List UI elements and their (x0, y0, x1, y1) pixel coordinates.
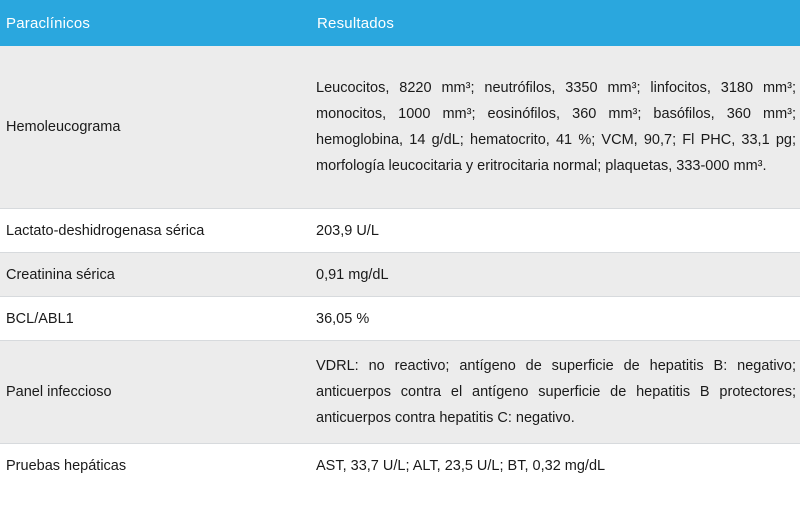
test-result: Leucocitos, 8220 mm³; neutrófilos, 3350 mm³; linfocitos, 3180 mm³; monocitos, 1000 mm³; eosinófilos, 360 mm³; basófilos, 360 mm³; hemoglobina, 14 g/dL; hematocrito, 41 %; VCM, 90,7; Fl PHC, 33,1 pg; morfología leucocitaria y eritrocitaria normal; plaquetas, 333-000 mm³. (300, 46, 800, 209)
test-result: VDRL: no reactivo; antígeno de superficie de hepatitis B: negativo; anticuerpos contra el antígeno superficie de hepatitis B protectores; anticuerpos contra hepatitis C: negativo. (300, 341, 800, 444)
test-name: Creatinina sérica (0, 253, 300, 297)
test-name: Hemoleucograma (0, 46, 300, 209)
test-result: 0,91 mg/dL (300, 253, 800, 297)
table-row (0, 341, 800, 444)
test-name: Lactato-deshidrogenasa sérica (0, 209, 300, 253)
table-row (0, 297, 800, 341)
test-name: Pruebas hepáticas (0, 444, 300, 489)
table-row (0, 444, 800, 489)
table-row (0, 209, 800, 253)
test-result: AST, 33,7 U/L; ALT, 23,5 U/L; BT, 0,32 mg/dL (300, 444, 800, 489)
header-paraclinicos: Paraclínicos (0, 0, 300, 46)
table-row (0, 46, 800, 209)
table-header-row (0, 0, 800, 46)
table-row (0, 253, 800, 297)
test-result: 203,9 U/L (300, 209, 800, 253)
header-resultados: Resultados (300, 0, 800, 46)
test-result: 36,05 % (300, 297, 800, 341)
test-name: Panel infeccioso (0, 341, 300, 444)
test-name: BCL/ABL1 (0, 297, 300, 341)
